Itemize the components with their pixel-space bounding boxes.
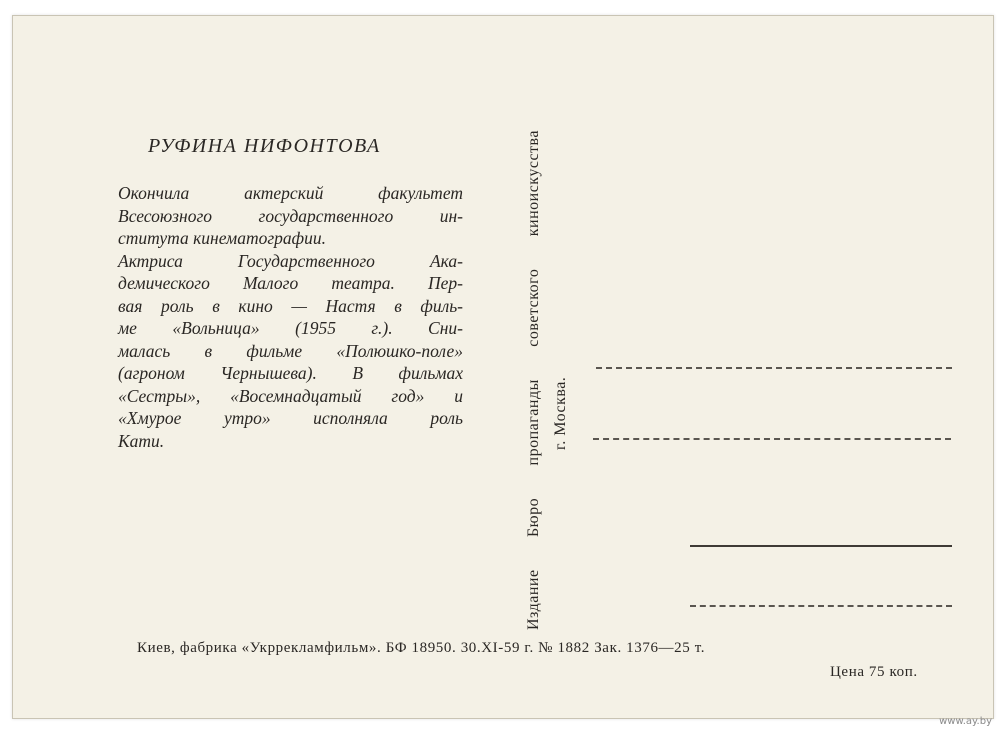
address-line-3: [690, 545, 952, 547]
address-line-2: [593, 438, 951, 440]
bio-line: Актриса Государственного Ака-: [118, 250, 463, 271]
bio-line: Всесоюзного государственного ин-: [118, 205, 463, 226]
address-line-1: [596, 367, 952, 369]
site-watermark: www.ay.by: [939, 716, 992, 727]
print-imprint: Киев, фабрика «Укррекламфильм». БФ 18950. 30.XI-59 г. № 1882 Зак. 1376—25 т.: [137, 640, 706, 656]
bio-line: ститута кинематографии.: [118, 228, 326, 248]
bio-line: «Сестры», «Восемнадцатый год» и: [118, 385, 463, 406]
bio-line: вая роль в кино — Настя в филь-: [118, 295, 463, 316]
bio-line: (агроном Чернышева). В фильмах: [118, 363, 463, 383]
publisher-vertical-text: [523, 130, 571, 630]
price-label: Цена 75 коп.: [830, 664, 918, 680]
publisher-line: Издание Бюро пропаганды советского киноискусства: [525, 130, 542, 630]
actress-name-title: РУФИНА НИФОНТОВА: [148, 135, 381, 157]
bio-line: «Хмурое утро» исполняла роль: [118, 408, 463, 428]
bio-line: малась в фильме «Полюшко-поле»: [118, 340, 463, 361]
bio-line: Окончила актерский факультет: [118, 183, 463, 203]
bio-line: демического Малого театра. Пер-: [118, 273, 463, 293]
address-line-4: [690, 605, 952, 607]
biography-text: [118, 182, 463, 452]
publisher-city: г. Москва.: [552, 376, 569, 450]
bio-line: Кати.: [118, 430, 165, 451]
bio-line: ме «Вольница» (1955 г.). Сни-: [118, 318, 463, 338]
